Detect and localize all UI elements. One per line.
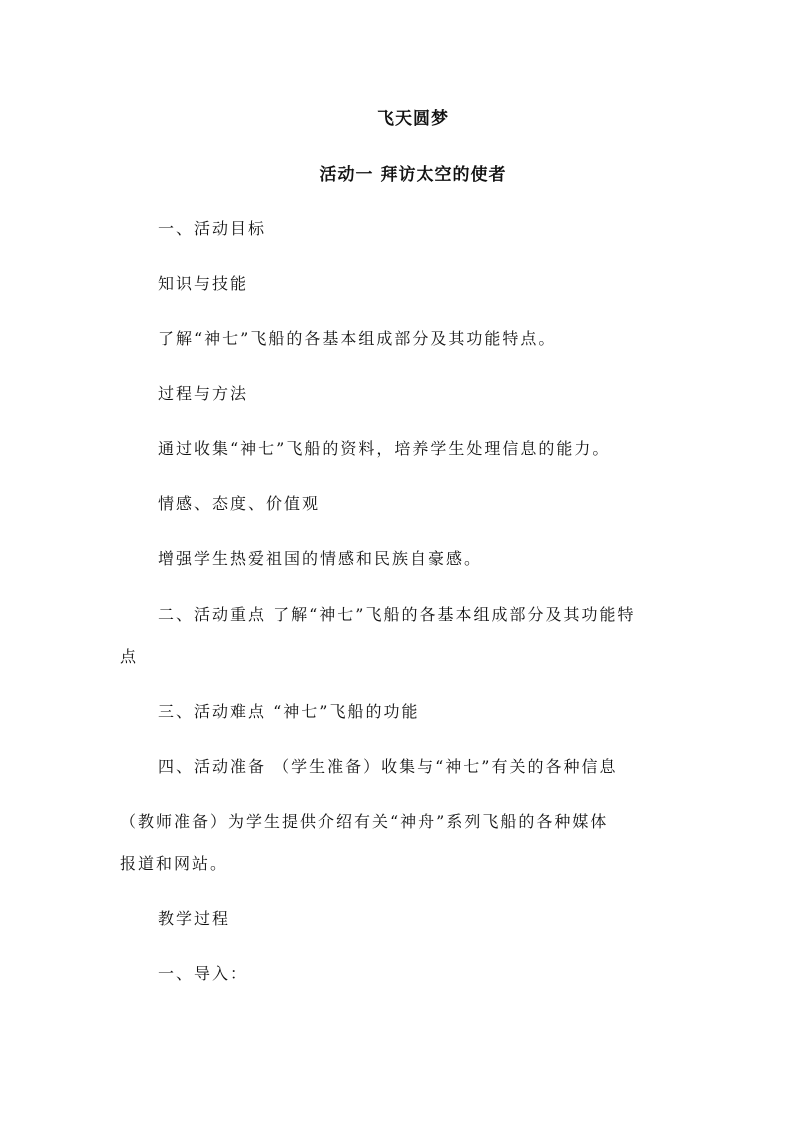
teaching-process-heading: 教学过程 — [158, 909, 231, 928]
activity-focus-line: 二、活动重点 了解“神七”飞船的各基本组成部分及其功能特 — [158, 605, 636, 624]
teacher-preparation-continuation: 报道和网站。 — [120, 854, 229, 873]
introduction-heading: 一、导入： — [158, 964, 249, 983]
activity-difficulty-line: 三、活动难点 “神七”飞船的功能 — [158, 702, 420, 721]
knowledge-skills-text: 了解“神七”飞船的各基本组成部分及其功能特点。 — [158, 329, 557, 348]
activity-preparation-line: 四、活动准备 （学生准备）收集与“神七”有关的各种信息 — [158, 757, 618, 776]
document-title: 飞天圆梦 — [377, 109, 449, 129]
section-objectives-heading: 一、活动目标 — [158, 219, 267, 238]
teacher-preparation-line: （教师准备）为学生提供介绍有关“神舟”系列飞船的各种媒体 — [120, 812, 609, 831]
knowledge-skills-heading: 知识与技能 — [158, 274, 249, 293]
process-method-text: 通过收集“神七”飞船的资料，培养学生处理信息的能力。 — [158, 439, 611, 458]
process-method-heading: 过程与方法 — [158, 384, 249, 403]
emotion-values-text: 增强学生热爱祖国的情感和民族自豪感。 — [158, 549, 483, 568]
emotion-values-heading: 情感、态度、价值观 — [158, 494, 321, 513]
activity-focus-continuation: 点 — [120, 647, 139, 666]
document-subtitle: 活动一 拜访太空的使者 — [319, 165, 507, 185]
